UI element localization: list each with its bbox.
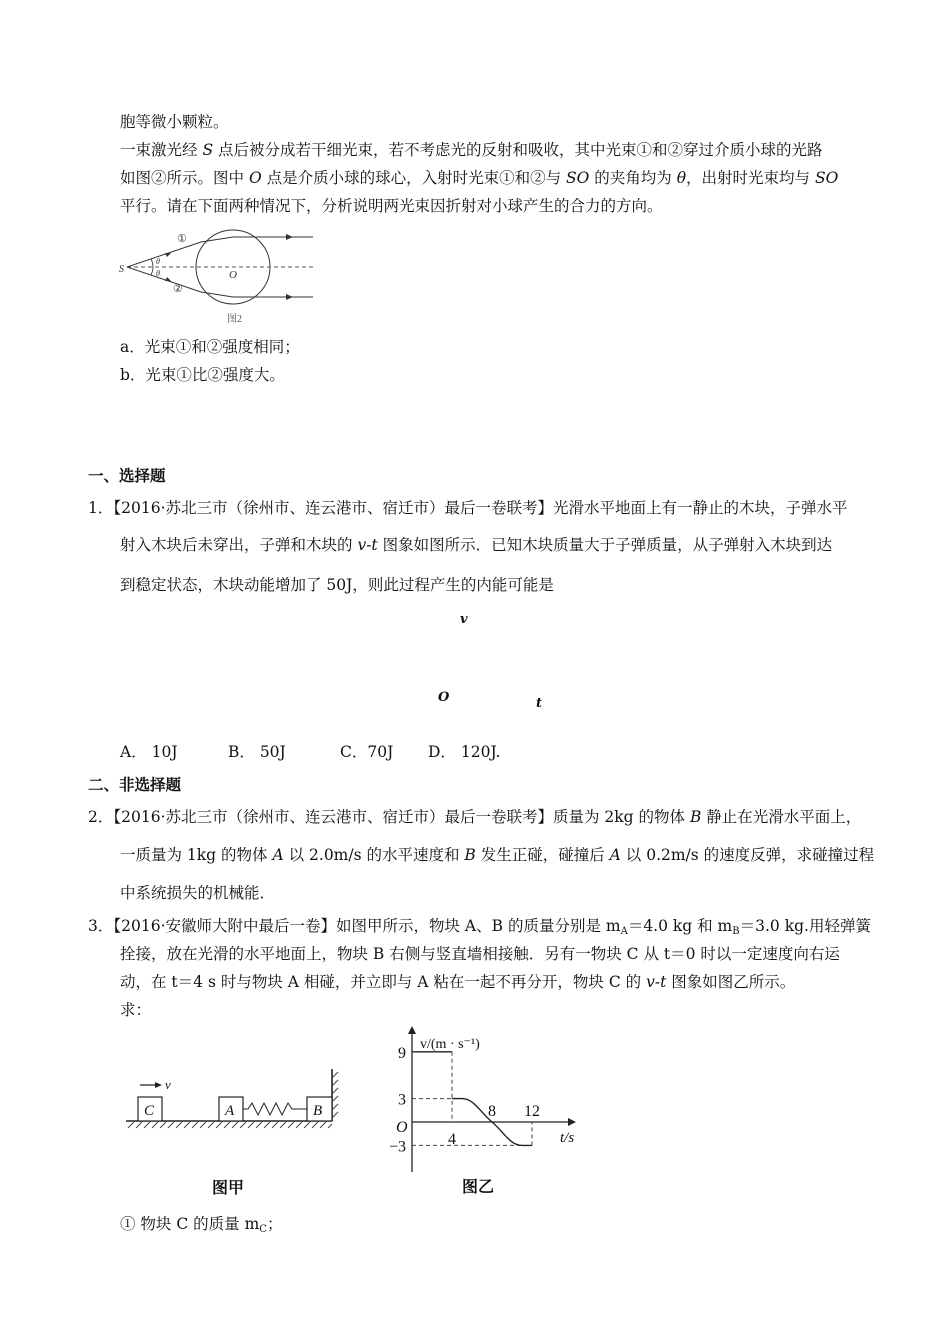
x-tick-label: 4 (448, 1131, 456, 1148)
label-beam-2: ② (173, 283, 183, 295)
block-b-label: B (313, 1103, 323, 1119)
y-tick-labels (389, 1045, 406, 1156)
intro-line-2: 一束激光经 S 点后被分成若干细光束，若不考虑光的反射和吸收，其中光束①和②穿过介质小球的光路 (120, 141, 823, 159)
q1-option-b: B． 50J (228, 743, 286, 761)
q3-line-4: 求： (120, 1001, 152, 1019)
q1-line-3: 到稳定状态，木块动能增加了 50J，则此过程产生的内能可能是 (120, 576, 554, 594)
label-o: O (229, 269, 237, 281)
figure-2-sphere-diagram (115, 222, 320, 330)
arrow-beam-1-in (165, 253, 171, 257)
x-axis-label: t/s (560, 1130, 575, 1146)
guide-lines (412, 1052, 532, 1146)
x-tick-labels (448, 1103, 540, 1148)
figure-2-caption: 图2 (227, 314, 242, 325)
label-theta-1: θ (156, 257, 160, 266)
q1-option-c: C．70J (340, 743, 394, 761)
case-a: a．光束①和②强度相同； (120, 338, 300, 356)
x-tick-label: 8 (488, 1103, 496, 1120)
beam-1 (127, 237, 313, 267)
spring (243, 1103, 307, 1115)
label-s: S (119, 264, 124, 275)
origin-label: O (396, 1119, 408, 1136)
q1-graph-origin-label: O (438, 690, 450, 705)
q2-line-3: 中系统损失的机械能． (120, 884, 276, 902)
q1-line-1: 1．【2016·苏北三市（徐州市、连云港市、宿迁市）最后一卷联考】光滑水平地面上有一静止的木块，子弹水平 (88, 499, 848, 517)
wall-hatching (333, 1072, 338, 1117)
q3-line-2: 拴接，放在光滑的水平地面上，物块 B 右侧与竖直墙相接触．另有一物块 C 从 t＝0 时以一定速度向右运 (120, 945, 840, 963)
q1-graph-t-label: t (536, 696, 543, 711)
intro-line-4: 平行。请在下面两种情况下，分析说明两光束因折射对小球产生的合力的方向。 (120, 197, 663, 215)
ground-hatching (128, 1122, 332, 1128)
q2-line-1: 2．【2016·苏北三市（徐州市、连云港市、宿迁市）最后一卷联考】质量为 2kg 的物体 B 静止在光滑水平面上， (88, 808, 862, 826)
section-1-heading: 一、选择题 (88, 466, 166, 485)
q3-line-3: 动，在 t＝4 s 时与物块 A 相碰，并立即与 A 粘在一起不再分开，物块 C 的 v-t 图象如图乙所示。 (120, 973, 796, 991)
q1-option-d: D． 120J. (428, 743, 501, 761)
y-tick-label: 3 (398, 1091, 406, 1109)
figure-yi-caption: 图乙 (462, 1179, 495, 1196)
label-beam-1: ① (177, 233, 187, 245)
q1-option-a: A． 10J (120, 743, 178, 761)
velocity-label: v (165, 1077, 171, 1092)
x-tick-label: 12 (524, 1103, 540, 1120)
y-tick-label: −3 (388, 1138, 406, 1156)
q1-line-2: 射入木块后未穿出，子弹和木块的 v-t 图象如图所示．已知木块质量大于子弹质量，从子弹射入木块到达 (120, 536, 833, 554)
figure-yi-vt-chart (362, 1022, 594, 1200)
q3-sub-1: ① 物块 C 的质量 $m_C$； (120, 1215, 283, 1235)
q3-line-1: 3．【2016·安徽师大附中最后一卷】如图甲所示，物块 A、B 的质量分别是 $m_A=4.0$ kg 和 $m_B=3.0$ kg.用轻弹簧 (88, 917, 871, 937)
block-c-label: C (144, 1103, 155, 1119)
section-2-heading: 二、非选择题 (88, 775, 182, 794)
y-axis-arrow (408, 1026, 416, 1034)
figure-jia-caption: 图甲 (212, 1180, 245, 1197)
q2-line-2: 一质量为 1kg 的物体 A 以 2.0m/s 的水平速度和 B 发生正碰，碰撞后 A 以 0.2m/s 的速度反弹，求碰撞过程 (120, 846, 875, 864)
arrow-beam-1-out (286, 234, 293, 240)
intro-line-3: 如图②所示。图中 O 点是介质小球的球心，入射时光束①和②与 SO 的夹角均为 θ，出射时光束均与 SO (120, 169, 839, 187)
x-axis-arrow (568, 1118, 576, 1126)
arrow-beam-2-in (165, 277, 171, 281)
intro-line-1: 胞等微小颗粒。 (120, 113, 229, 131)
y-axis-label: v/(m · s⁻¹) (420, 1037, 480, 1052)
velocity-arrowhead (155, 1082, 162, 1088)
q1-graph-v-label: v (460, 612, 468, 627)
y-tick-label: 9 (398, 1044, 406, 1062)
beam-2 (127, 267, 313, 297)
case-b: b．光束①比②强度大。 (120, 366, 285, 384)
arrow-beam-2-out (286, 294, 293, 300)
block-a-label: A (225, 1103, 235, 1119)
label-theta-2: θ (156, 269, 160, 278)
figure-jia-blocks (120, 1065, 345, 1200)
